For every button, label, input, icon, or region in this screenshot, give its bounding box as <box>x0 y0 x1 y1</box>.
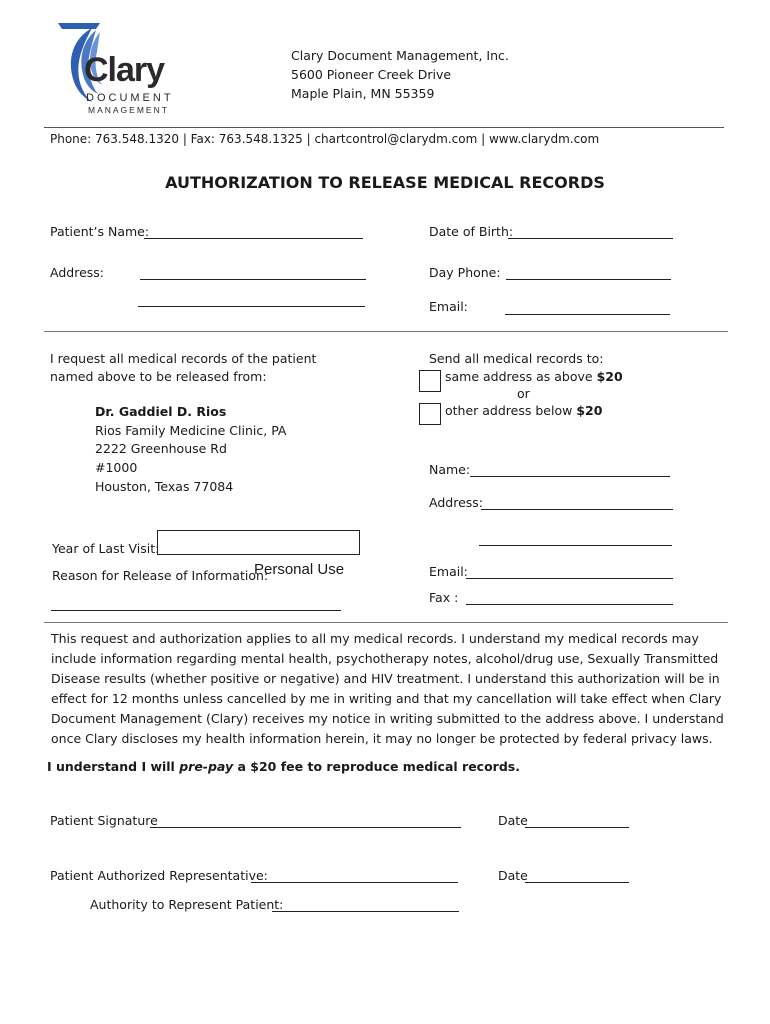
same-address-option <box>445 369 623 385</box>
rep-label: Patient Authorized Representative: <box>50 868 268 883</box>
provider-suite: #1000 <box>95 460 138 475</box>
logo-text: Clary <box>84 51 165 89</box>
reason-extra-field[interactable] <box>51 596 341 611</box>
authority-field[interactable] <box>272 897 459 912</box>
recipient-address-field-1[interactable] <box>481 495 673 510</box>
last-visit-input[interactable] <box>157 530 360 555</box>
provider-city: Houston, Texas 77084 <box>95 479 234 494</box>
same-address-price: $20 <box>596 369 623 384</box>
page-title: AUTHORIZATION TO RELEASE MEDICAL RECORDS <box>165 173 605 192</box>
recipient-address-field-2[interactable] <box>479 531 672 546</box>
recipient-name-label: Name: <box>429 462 471 477</box>
address-label: Address: <box>50 265 104 280</box>
provider-street: 2222 Greenhouse Rd <box>95 441 227 456</box>
reason-label: Reason for Release of Information: <box>52 568 269 583</box>
dob-label: Date of Birth: <box>429 224 514 239</box>
company-address-line2: Maple Plain, MN 55359 <box>291 86 435 101</box>
day-phone-label: Day Phone: <box>429 265 501 280</box>
patient-name-label: Patient’s Name: <box>50 224 150 239</box>
recipient-fax-field[interactable] <box>466 590 673 605</box>
other-address-option <box>445 403 602 419</box>
recipient-email-field[interactable] <box>466 564 673 579</box>
provider-name: Dr. Gaddiel D. Rios <box>95 404 227 419</box>
send-to-heading: Send all medical records to: <box>429 351 604 366</box>
rep-signature-field[interactable] <box>251 868 458 883</box>
other-address-price: $20 <box>576 403 603 418</box>
company-address-line1: 5600 Pioneer Creek Drive <box>291 67 452 82</box>
rep-date-label: Date <box>498 868 528 883</box>
reason-value[interactable]: Personal Use <box>254 561 345 578</box>
company-logo <box>52 20 182 120</box>
fee-notice-prefix: I understand I will <box>47 759 180 774</box>
patient-signature-label: Patient Signature <box>50 813 158 828</box>
patient-name-field[interactable] <box>144 224 363 239</box>
company-name: Clary Document Management, Inc. <box>291 48 509 63</box>
provider-clinic: Rios Family Medicine Clinic, PA <box>95 423 287 438</box>
address-field-line1[interactable] <box>140 265 366 280</box>
fee-notice <box>47 759 520 775</box>
recipient-address-label: Address: <box>429 495 483 510</box>
fee-notice-suffix: a $20 fee to reproduce medical records. <box>233 759 520 774</box>
section-divider-2 <box>44 622 728 623</box>
patient-signature-field[interactable] <box>150 813 461 828</box>
section-divider-1 <box>44 331 728 332</box>
or-text: or <box>517 386 530 401</box>
dob-field[interactable] <box>508 224 673 239</box>
patient-email-label: Email: <box>429 299 468 314</box>
recipient-email-label: Email: <box>429 564 468 579</box>
same-address-checkbox[interactable] <box>419 370 441 392</box>
logo-subtext-2: MANAGEMENT <box>88 105 169 115</box>
recipient-fax-label: Fax : <box>429 590 459 605</box>
authorization-text: This request and authorization applies to all my medical records. I understand my medical records may include information regarding mental health, psychotherapy notes, alcohol/drug use, Sexually Transmitted Disease results (whether positive or negative) and HIV treatment. I understand this authorization will be in effect for 12 months unless cancelled by me in writing and that my cancellation will take effect when Clary Document Management (Clary) receives my notice in writing submitted to the address above. I understand once Clary discloses my health information herein, it may no longer be protected by federal privacy laws. <box>51 631 724 746</box>
other-address-label: other address below <box>445 403 573 418</box>
logo-subtext-1: DOCUMENT <box>86 92 174 104</box>
patient-date-field[interactable] <box>525 813 629 828</box>
release-intro-line1: I request all medical records of the patient <box>50 351 317 366</box>
same-address-label: same address as above <box>445 369 593 384</box>
patient-email-field[interactable] <box>505 300 670 315</box>
header-divider <box>44 127 724 128</box>
rep-date-field[interactable] <box>525 868 629 883</box>
address-field-line2[interactable] <box>138 292 365 307</box>
contact-line: Phone: 763.548.1320 | Fax: 763.548.1325 | chartcontrol@clarydm.com | www.clarydm.com <box>50 132 600 146</box>
last-visit-label: Year of Last Visit: <box>52 541 160 556</box>
fee-notice-emphasis: pre-pay <box>179 759 234 774</box>
other-address-checkbox[interactable] <box>419 403 441 425</box>
release-intro-line2: named above to be released from: <box>50 369 267 384</box>
recipient-name-field[interactable] <box>470 462 670 477</box>
day-phone-field[interactable] <box>506 265 671 280</box>
authority-label: Authority to Represent Patient: <box>90 897 284 912</box>
patient-date-label: Date <box>498 813 528 828</box>
